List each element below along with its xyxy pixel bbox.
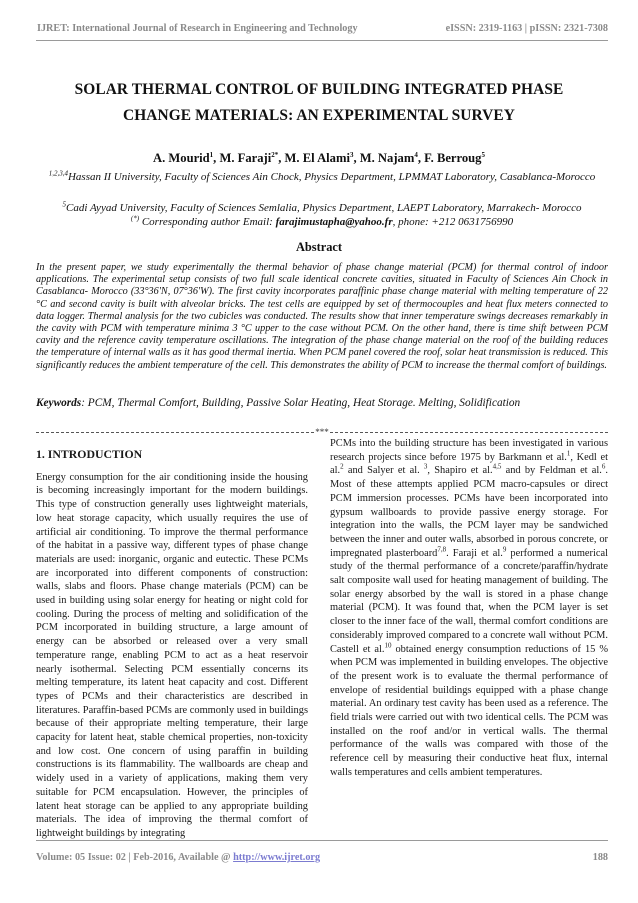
author: M. El Alami$^3$,	[284, 150, 360, 165]
title-line-1: SOLAR THERMAL CONTROL OF BUILDING INTEGRATED PHASE	[74, 81, 564, 98]
page-footer	[36, 852, 608, 863]
author: F. Berroug$^5$	[424, 150, 485, 165]
author: M. Najam$^4$,	[359, 150, 425, 165]
keywords-text: : PCM, Thermal Comfort, Building, Passive Solar Heating, Heat Storage. Melting, Solidification	[81, 397, 521, 409]
running-header	[37, 14, 608, 34]
abstract-heading: Abstract	[295, 240, 343, 254]
keywords-label: Keywords	[36, 397, 82, 409]
author: A. Mourid$^1$,	[153, 150, 220, 165]
author-list	[40, 151, 598, 166]
left-column	[36, 448, 308, 841]
author-email[interactable]: farajimustapha@yahoo.fr	[275, 216, 393, 228]
journal-name: IJRET: International Journal of Research in Engineering and Technology	[37, 23, 358, 34]
footer-rule	[36, 840, 608, 841]
affiliation-2: $^5$Cadi Ayyad University, Faculty of Sciences Semlalia, Physics Department, LAEPT Laboratory, Marrakech- Morocco	[62, 200, 582, 214]
issn-numbers: eISSN: 2319-1163 | pISSN: 2321-7308	[445, 23, 608, 34]
page-number: 188	[592, 852, 608, 863]
right-column	[330, 437, 608, 780]
intro-paragraph-right: PCMs into the building structure has been investigated in various research projects since before 1975 by Barkmann et al.$^1$, Kedl et al.$^2$ and Salyer et al. $^3$, Shapiro et al.$^{4,5}$ and by Feldman et al.$^6$. Most of these attempts applied PCM macro-capsules or direct PCM immersion processes. PCMs have been incorporated into gypsum wallboards to provide passive energy storage. For integration into the walls, the PCM layer may be sandwiched between the inner and outer walls, absorbed in porous concrete, or impregnated plasterboard$^{7,8}$. Faraji et al.$^9$ performed a numerical study of the thermal performance of a concrete/paraffin/hydrate salt composite wall used for heating management of building. The solar energy absorbed by the wall is stored in a phase change material (PCM). It was found that, when the PCM layer is set closer to the inner face of the wall, thermal comfort conditions are considerably improved compared to a concrete wall without PCM. Castell et al.$^{10}$ obtained energy consumption reductions of 15 % when PCM was implemented in building envelopes. The objective of the present work is to evaluate the thermal performance of envelope of residential buildings equipped with a phase change material. An ordinary test cavity has been used as a reference. The field trials were carried out with two identical cells. The PCM was installed on the roof and/or in vertical walls. The thermal performance of the walls was compared with those of the reference cell by measuring their conductive heat flux, internal walls temperatures and cells ambient temperatures.	[330, 438, 609, 778]
section-heading: 1. INTRODUCTION	[36, 447, 143, 461]
abstract-text: In the present paper, we study experimentally the thermal behavior of phase change material (PCM) for thermal control of indoor applications. The experimental setup consists of two full scale identical concrete cavities, situated in Faculty of Sciences Ain Chock in Casablanca- Morocco (33°36'N, 07°36'W). The first cavity incorporates paraffinic phase change material with melting temperature of 22 °C and second cavity is built with alveolar bricks. The test cells are equipped by set of thermocouples and heat flux meters connected to data logger. Thermal analysis for the two cubicles was conducted. The results show that inner temperature swings decreases remarkably in the cavity with PCM with temperature minima 3 °C upper to the case without PCM. On the other hand, there is time shift between PCM cavity and the reference cavity temperature oscillations. The integration of the phase change material on the roof of the building reduces the temperature of internal walls as it has good thermal inertia. When PCM panel covered the roof, solar heat transmission is reduced. This significantly reduces the ambient temperature of the cell. This demonstrates the ability of PCM to increase the thermal comfort of buildings.	[36, 262, 608, 371]
title-line-2: CHANGE MATERIALS: AN EXPERIMENTAL SURVEY	[123, 107, 515, 124]
intro-paragraph-left: Energy consumption for the air conditioning inside the housing is becoming increasingly important for the modern buildings. This type of construction generally uses lightweight materials, low heat storage capacity, which usually requires the use of artificial air conditioning. To improve the thermal performance of the habitat in a passive way, different types of phase change materials are used: inorganic, organic and eutectic. These PCMs are incorporated into different components of construction: walls, slabs and floors. Phase change materials (PCM) can be used in building using solar energy for heating or night cold for cooling. During the process of melting and solidification of the PCM incorporated in building structure, a large amount of energy can be absorbed or released over a very small temperature range, enabling PCM to act as a heat reservoir nearly isothermal. Selecting PCM essentially concerns its melting temperature, its latent heat capacity and cost. Different types of PCMs and their characteristics are described in literatures. Paraffin-based PCMs are commonly used in buildings because of their appropriate melting temperature, their large capacity for latent heat, stable chemical properties, non-toxicity and low cost. One concern of using paraffin in building constructions is its flammability. The wallboards are cheap and widely used in a variety of applications, making them very suitable for PCM encapsulation. However, the principles of latent heat storage can be applied to any appropriate building materials. The idea of improving the thermal comfort of lightweight buildings by integrating	[36, 471, 308, 839]
author: M. Faraji$^{2*}$,	[219, 150, 285, 165]
footer-volume: Volume: 05 Issue: 02 | Feb-2016, Available @ http://www.ijret.org	[36, 852, 321, 863]
journal-link[interactable]: http://www.ijret.org	[233, 852, 321, 863]
divider-stars: ***	[315, 427, 329, 437]
header-rule	[36, 40, 608, 41]
corresponding-author: (*) Corresponding author Email: farajimustapha@yahoo.fr, phone: +212 0631756990	[130, 214, 514, 228]
keywords	[36, 397, 608, 409]
affiliation-1: $^{1,2,3,4}$Hassan II University, Faculty of Sciences Ain Chock, Physics Department, LPMMAT Laboratory, Casablanca-Morocco	[48, 169, 596, 183]
paper-title	[40, 77, 598, 129]
